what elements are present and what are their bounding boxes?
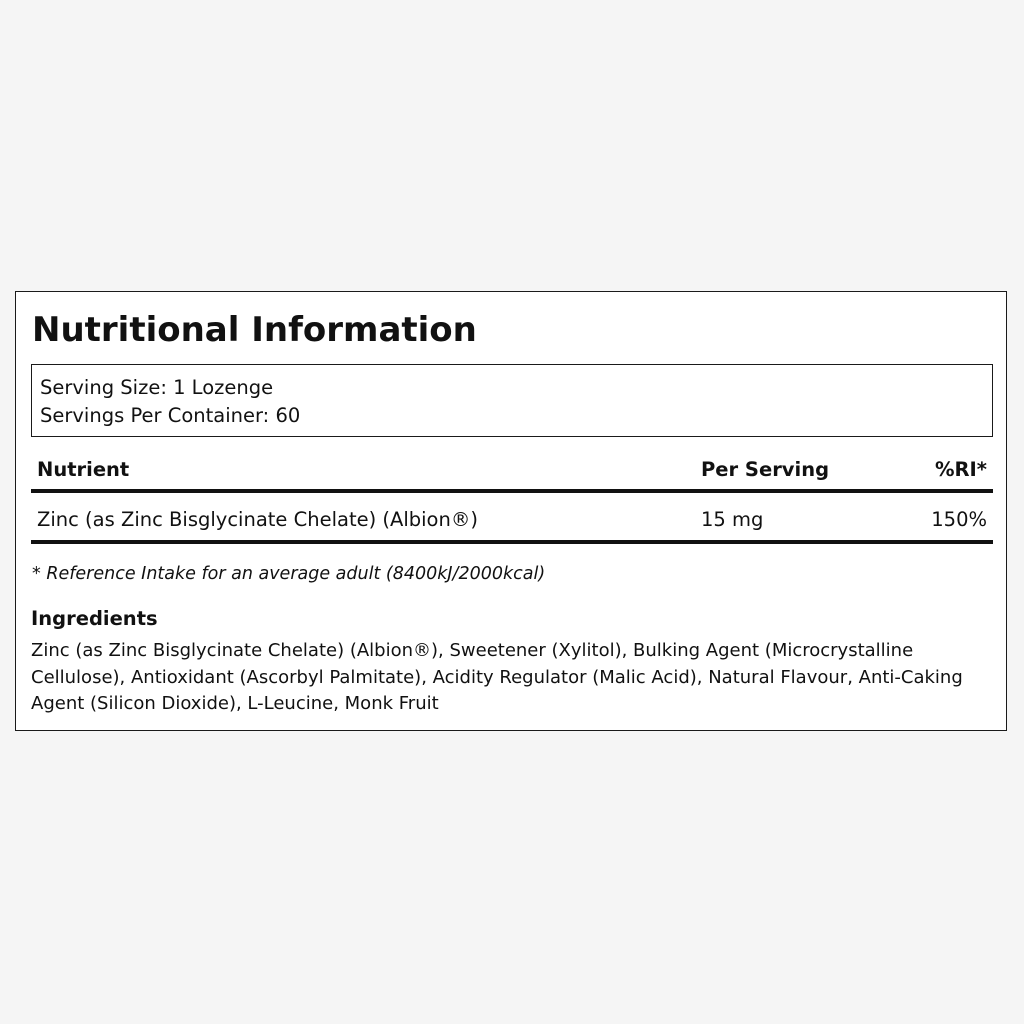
servings-per-container: Servings Per Container: 60 (40, 404, 301, 427)
table-bottom-divider (31, 540, 993, 544)
row-per-serving: 15 mg (701, 508, 764, 531)
ingredients-text: Zinc (as Zinc Bisglycinate Chelate) (Albion®), Sweetener (Xylitol), Bulking Agent (Microcrystalline Cellulose), Antioxidant (Ascorbyl Palmitate), Acidity Regulator (Malic Acid), Natural Flavour, Anti-Caking Agent (Silicon Dioxide), L-Leucine, Monk Fruit (31, 640, 963, 714)
panel-title: Nutritional Information (32, 310, 477, 350)
ingredients-heading: Ingredients (31, 607, 158, 630)
row-ri: 150% (931, 508, 987, 531)
nutrition-panel (15, 291, 1007, 731)
serving-info-box (31, 364, 993, 437)
serving-size: Serving Size: 1 Lozenge (40, 376, 274, 399)
header-ri: %RI* (934, 458, 987, 481)
nutrient-table (31, 452, 993, 544)
header-per-serving: Per Serving (701, 458, 830, 481)
ri-footnote: * Reference Intake for an average adult (8400kJ/2000kcal) (32, 564, 546, 584)
row-nutrient-name: Zinc (as Zinc Bisglycinate Chelate) (Albion®) (37, 508, 478, 531)
header-nutrient: Nutrient (37, 458, 130, 481)
